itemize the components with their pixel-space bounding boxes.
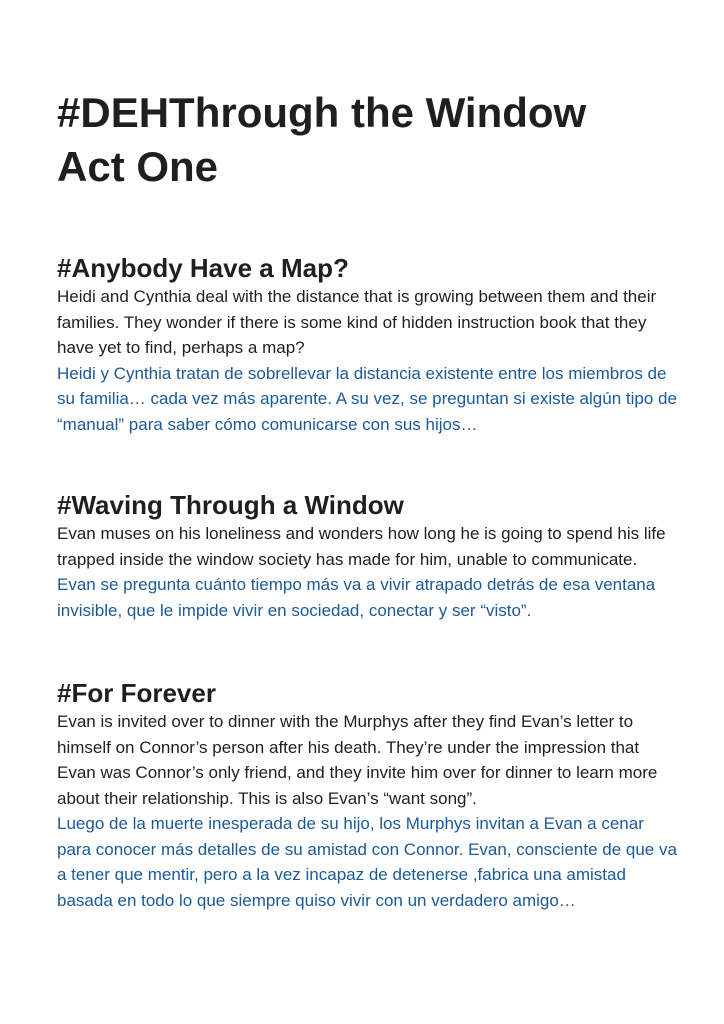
title-line-1: #DEHThrough the Window [57,89,587,136]
section-waving-through-a-window [57,489,677,623]
title-line-2: Act One [57,143,219,190]
section-spanish-text: Heidi y Cynthia tratan de sobrellevar la distancia existente entre los miembros de su familia… cada vez más aparente. A su vez, se preguntan si existe algún tipo de “manual” para saber cómo comunicarse con sus hijos… [57,363,677,434]
section-heading: #Waving Through a Window [57,490,404,520]
section-for-forever [57,677,677,913]
section-english-text: Evan muses on his loneliness and wonders how long he is going to spend his life trapped inside the window society has made for him, unable to communicate. [57,524,666,569]
section-heading: #For Forever [57,678,216,708]
document-title [57,86,697,194]
section-heading: #Anybody Have a Map? [57,253,349,283]
section-english-text: Evan is invited over to dinner with the Murphys after they find Evan’s letter to himself on Connor’s person after his death. They’re under the impression that Evan was Connor’s only friend, and they invite him over for dinner to learn more about their relationship. This is also Evan’s “want song”. [57,712,658,808]
section-anybody-have-a-map [57,252,677,437]
section-english-text: Heidi and Cynthia deal with the distance that is growing between them and their families. They wonder if there is some kind of hidden instruction book that they have yet to find, perhaps a map? [57,287,657,357]
section-spanish-text: Luego de la muerte inesperada de su hijo, los Murphys invitan a Evan a cenar para conocer más detalles de su amistad con Connor. Evan, consciente de que va a tener que mentir, pero a la vez incapaz de detenerse ,fabrica una amistad basada en todo lo que siempre quiso vivir con un verdadero amigo… [57,814,677,910]
section-spanish-text: Evan se pregunta cuánto tiempo más va a vivir atrapado detrás de esa ventana invisible, que le impide vivir en sociedad, conectar y ser “visto”. [57,575,656,620]
